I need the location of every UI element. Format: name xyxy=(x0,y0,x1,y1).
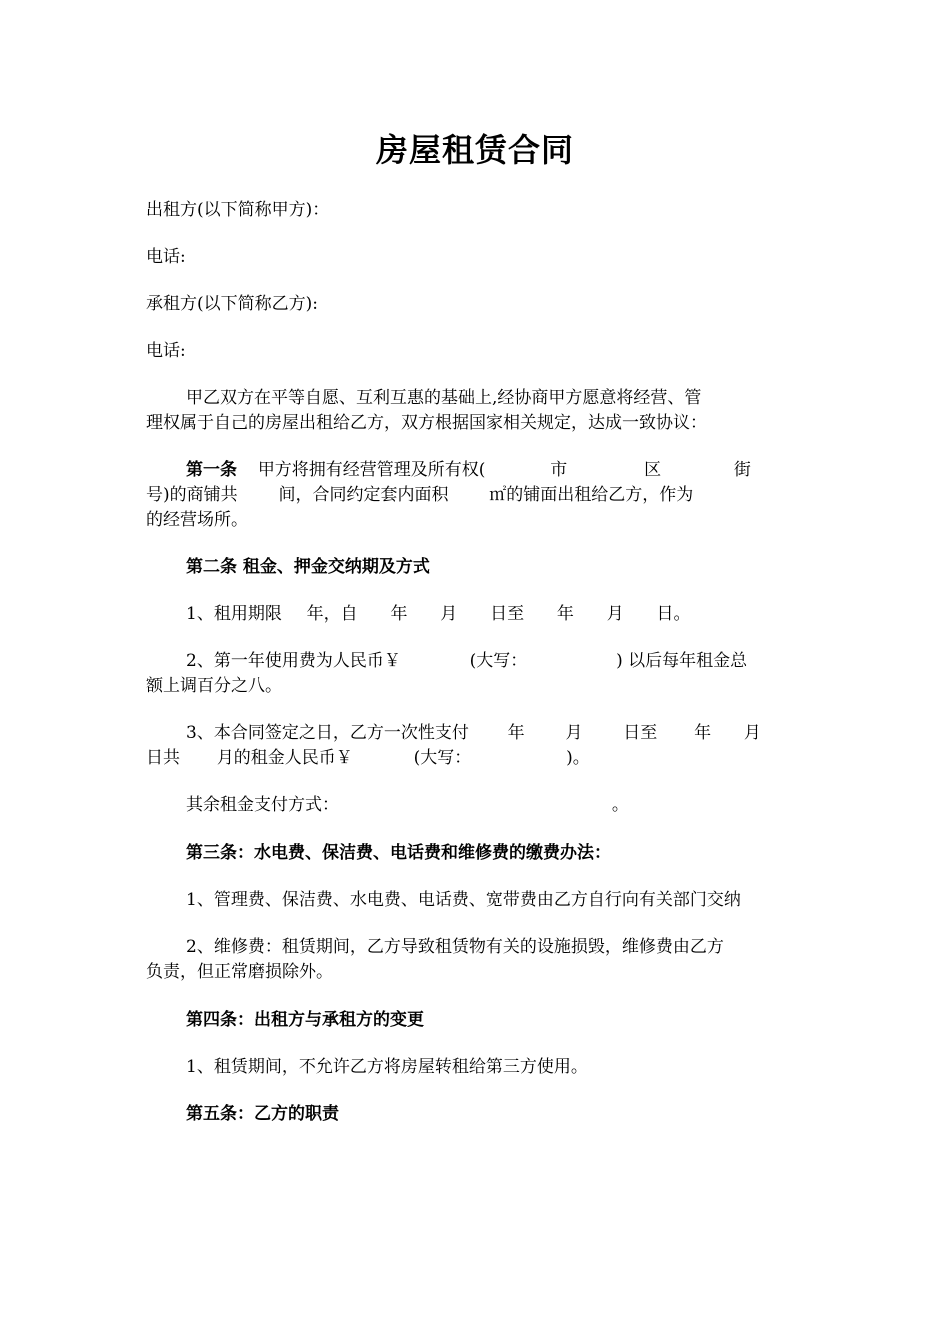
annual-increase-text: ) 以后每年租金总 xyxy=(616,651,748,671)
first-year-fee-label: 2、第一年使用费为人民币￥ xyxy=(186,651,401,671)
lump-sum-start-month: 月 xyxy=(565,723,583,743)
lessor-phone-label: 电话: xyxy=(146,247,186,267)
article-1-line-1 xyxy=(186,458,751,482)
lessee-phone-label: 电话: xyxy=(146,341,186,361)
lease-start-year: 年 xyxy=(390,604,408,624)
article-1-line-2 xyxy=(146,483,693,507)
article-1-heading: 第一条 xyxy=(186,460,237,480)
article-2-item-3-line-2 xyxy=(146,746,590,770)
article-5-heading: 第五条：乙方的职责 xyxy=(186,1104,339,1124)
lease-start-month: 月 xyxy=(440,604,458,624)
other-payment-end: 。 xyxy=(611,795,629,815)
first-year-fee-uppercase: (大写： xyxy=(469,651,528,671)
other-payment-label: 其余租金支付方式： xyxy=(186,795,339,815)
article-1-ownership-text: 甲方将拥有经营管理及所有权( xyxy=(257,460,486,480)
lease-end-day: 日。 xyxy=(656,604,691,624)
lease-term-from: 年，自 xyxy=(306,604,358,624)
article-2-heading: 第二条 租金、押金交纳期及方式 xyxy=(186,557,430,577)
lease-end-year: 年 xyxy=(556,604,574,624)
document-title: 房屋租赁合同 xyxy=(375,131,574,169)
lease-start-day-to: 日至 xyxy=(490,604,525,624)
lump-sum-start-day-to: 日至 xyxy=(623,723,658,743)
preamble-line-2: 理权属于自己的房屋出租给乙方，双方根据国家相关规定，达成一致协议： xyxy=(146,413,707,433)
lessor-label: 出租方(以下简称甲方)： xyxy=(146,200,330,220)
article-1-line-3: 的经营场所。 xyxy=(146,510,248,530)
article-1-district: 区 xyxy=(644,460,662,480)
lump-sum-payment-text: 3、本合同签定之日，乙方一次性支付 xyxy=(186,723,469,743)
article-2-item-2-line-2: 额上调百分之八。 xyxy=(146,676,282,696)
article-1-street: 街 xyxy=(733,460,751,480)
lessee-label: 承租方(以下简称乙方): xyxy=(146,294,318,314)
lump-sum-end-month: 月 xyxy=(743,723,761,743)
article-1-area-text: 间，合同约定套内面积 xyxy=(278,485,449,505)
article-4-item-1: 1、租赁期间，不允许乙方将房屋转租给第三方使用。 xyxy=(186,1057,588,1077)
article-3-heading: 第三条：水电费、保洁费、电话费和维修费的缴费办法： xyxy=(186,843,611,863)
article-2-item-1 xyxy=(186,602,691,626)
lump-sum-end-year: 年 xyxy=(694,723,712,743)
article-1-city: 市 xyxy=(550,460,568,480)
other-payment-line xyxy=(186,793,629,817)
lump-sum-rent-uppercase: (大写： xyxy=(413,748,472,768)
article-2-item-3-line-1 xyxy=(186,721,761,745)
lease-end-month: 月 xyxy=(606,604,624,624)
lease-term-label: 1、租用期限 xyxy=(186,604,282,624)
lump-sum-rent-amount: 月的租金人民币￥ xyxy=(216,748,353,768)
article-3-item-1: 1、管理费、保洁费、水电费、电话费、宽带费由乙方自行向有关部门交纳 xyxy=(186,890,741,910)
article-1-lease-text: ㎡的铺面出租给乙方，作为 xyxy=(489,485,694,505)
article-3-item-2-line-1: 2、维修费：租赁期间，乙方导致租赁物有关的设施损毁，维修费由乙方 xyxy=(186,937,724,957)
lump-sum-start-year: 年 xyxy=(507,723,525,743)
lump-sum-rent-close: )。 xyxy=(566,748,590,768)
preamble-line-1: 甲乙双方在平等自愿、互利互惠的基础上,经协商甲方愿意将经营、管 xyxy=(186,388,702,408)
article-4-heading: 第四条：出租方与承租方的变更 xyxy=(186,1010,424,1030)
lump-sum-end-day-total: 日共 xyxy=(146,748,180,768)
article-3-item-2-line-2: 负责，但正常磨损除外。 xyxy=(146,962,333,982)
article-1-shop-count-text: 号)的商铺共 xyxy=(146,485,238,505)
article-2-item-2-line-1 xyxy=(186,649,747,673)
